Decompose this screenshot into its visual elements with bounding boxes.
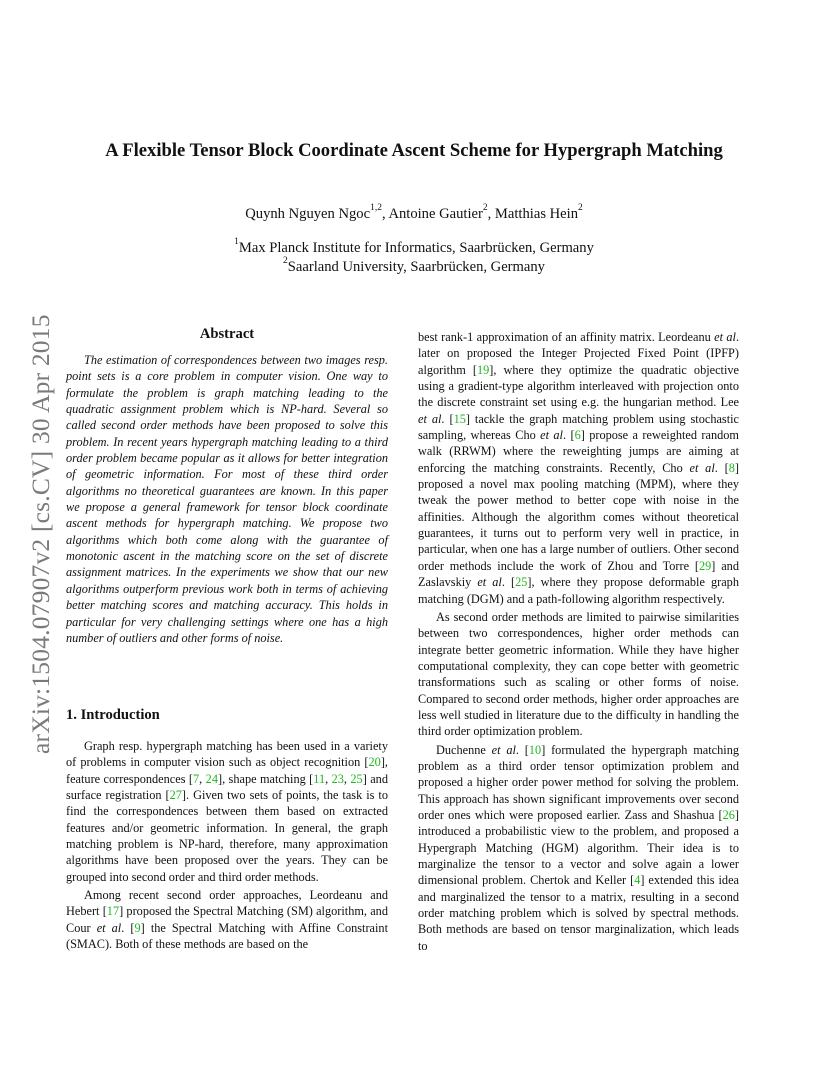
right-paragraph-3: Duchenne et al. [10] formulated the hypergraph matching problem as a third order tensor optimization problem and proposed a higher order power method for solving the problem. This approach has shown significant improvements over second order ones which were proposed earlier. Zass and Shashua [26] introduced a probabilistic view to the problem, and proposed a Hypergraph Matching (HGM) algorithm. Their idea is to marginalize the tensor to a vector and solve again a lower dimensional problem. Chertok and Keller [4] extended this idea and marginalized the tensor to a matrix, resulting in a second order matching problem which is solved by spectral methods. Both methods are based on tensor marginalization, which leads to <box>418 742 739 953</box>
citation-link[interactable]: 27 <box>169 788 182 803</box>
citation-link[interactable]: 29 <box>698 558 712 573</box>
citation-link[interactable]: 24 <box>205 771 218 786</box>
author-list <box>0 203 828 223</box>
citation-link[interactable]: 11 <box>313 771 326 786</box>
citation-link[interactable]: 8 <box>728 460 735 475</box>
citation-link[interactable]: 7 <box>193 771 200 786</box>
citation-link[interactable]: 6 <box>574 428 581 443</box>
citation-link[interactable]: 17 <box>106 904 120 919</box>
affiliation-1 <box>0 237 828 257</box>
citation-link[interactable]: 4 <box>634 873 641 888</box>
paper-title: A Flexible Tensor Block Coordinate Ascent Scheme for Hypergraph Matching <box>105 140 723 161</box>
citation-link[interactable]: 15 <box>453 411 466 426</box>
affiliation-1-mark: 1 <box>234 237 239 247</box>
affiliation-2 <box>0 256 828 276</box>
citation-link[interactable]: 26 <box>722 807 735 822</box>
right-paragraph-2: As second order methods are limited to pairwise similarities between two correspondences, higher order methods can integrate better geometric information. While they have higher computational complexity, they can cope better with geometric transformations such as scaling or other forms of noise. Compared to second order methods, higher order approaches are less well studied in literature due to the difficulty in handling the third order optimization problem. <box>418 609 739 739</box>
citation-link[interactable]: 10 <box>528 742 542 757</box>
affiliation-2-text: Saarland University, Saarbrücken, Germany <box>287 259 545 275</box>
intro-paragraph-1: Graph resp. hypergraph matching has been used in a variety of problems in computer vision such as object recognition [20], feature correspondences [7, 24], shape matching [11, 23, 25] and surface registration [27]. Given two sets of points, the task is to find the correspondences between them based on extracted features and/or geometric information. In general, the graph matching problem is NP-hard, therefore, many approximation algorithms have been proposed over the years. They can be grouped into second order and third order methods. <box>66 739 389 884</box>
intro-paragraph-2: Among recent second order approaches, Leordeanu and Hebert [17] proposed the Spectral Matching (SM) algorithm, and Cour et al. [9] the Spectral Matching with Affine Constraint (SMAC). Both of these methods are based on the <box>66 888 388 952</box>
author-3-affil: 2 <box>578 203 583 213</box>
author-1: Quynh Nguyen Ngoc <box>245 206 371 222</box>
citation-link[interactable]: 19 <box>476 362 490 377</box>
arxiv-identifier: arXiv:1504.07907v2 [cs.CV] 30 Apr 2015 <box>26 314 55 754</box>
citation-link[interactable]: 25 <box>350 771 363 786</box>
citation-link[interactable]: 9 <box>134 920 141 935</box>
citation-link[interactable]: 25 <box>515 575 528 590</box>
citation-link[interactable]: 23 <box>331 771 344 786</box>
affiliation-2-mark: 2 <box>283 256 288 266</box>
right-paragraph-1: best rank-1 approximation of an affinity matrix. Leordeanu et al. later on proposed the Integer Projected Fixed Point (IPFP) algorithm [19], where they optimize the quadratic objective using a gradient-type algorithm interleaved with projection onto the discrete constraint set using e.g. the hungarian method. Lee et al. [15] tackle the graph matching problem using stochastic sampling, whereas Cho et al. [6] propose a reweighted random walk (RRWM) where the reweighting jumps are aiming at enforcing the matching constraints. Recently, Cho et al. [8] proposed a novel max pooling matching (MPM), where they tweak the power method to better cope with noise in the affinities. Although the algorithm comes without theoretical guarantees, it turns out to perform very well in practice, in particular, when one has a large number of outliers. Other second order methods include the work of Zhou and Torre [29] and Zaslavskiy et al. [25], where they propose deformable graph matching (DGM) and a path-following algorithm respectively. <box>418 330 740 606</box>
citation-link[interactable]: 20 <box>368 755 381 770</box>
author-2-affil: 2 <box>482 203 488 213</box>
affiliation-1-text: Max Planck Institute for Informatics, Saarbrücken, Germany <box>238 240 594 256</box>
author-2: , Antoine Gautier <box>381 206 483 222</box>
abstract-heading: Abstract <box>199 326 255 342</box>
right-column-body <box>418 329 739 954</box>
abstract-body <box>66 352 388 646</box>
abstract-text: The estimation of correspondences between two images resp. point sets is a core problem in computer vision. One way to formulate the problem is graph matching leading to the quadratic assignment problem which is NP-hard. Several so called second order methods have been proposed to solve this problem. In recent years hypergraph matching leading to a third order problem became popular as it allows for better integration of geometric information. For most of these third order algorithms no theoretical guarantees are known. In this paper we propose a general framework for tensor block coordinate ascent methods for hypergraph matching. We propose two algorithms which both come along with the guarantee of monotonic ascent in the matching score on the set of discrete assignment matrices. In the experiments we show that our new algorithms outperform previous work both in terms of achieving better matching scores and matching accuracy. This holds in particular for very challenging settings where one has a high number of outliers and other forms of noise. <box>66 353 388 645</box>
author-3: , Matthias Hein <box>487 206 579 222</box>
section-heading-introduction: 1. Introduction <box>66 707 160 723</box>
introduction-body <box>66 738 388 952</box>
author-1-affil: 1,2 <box>370 203 382 213</box>
